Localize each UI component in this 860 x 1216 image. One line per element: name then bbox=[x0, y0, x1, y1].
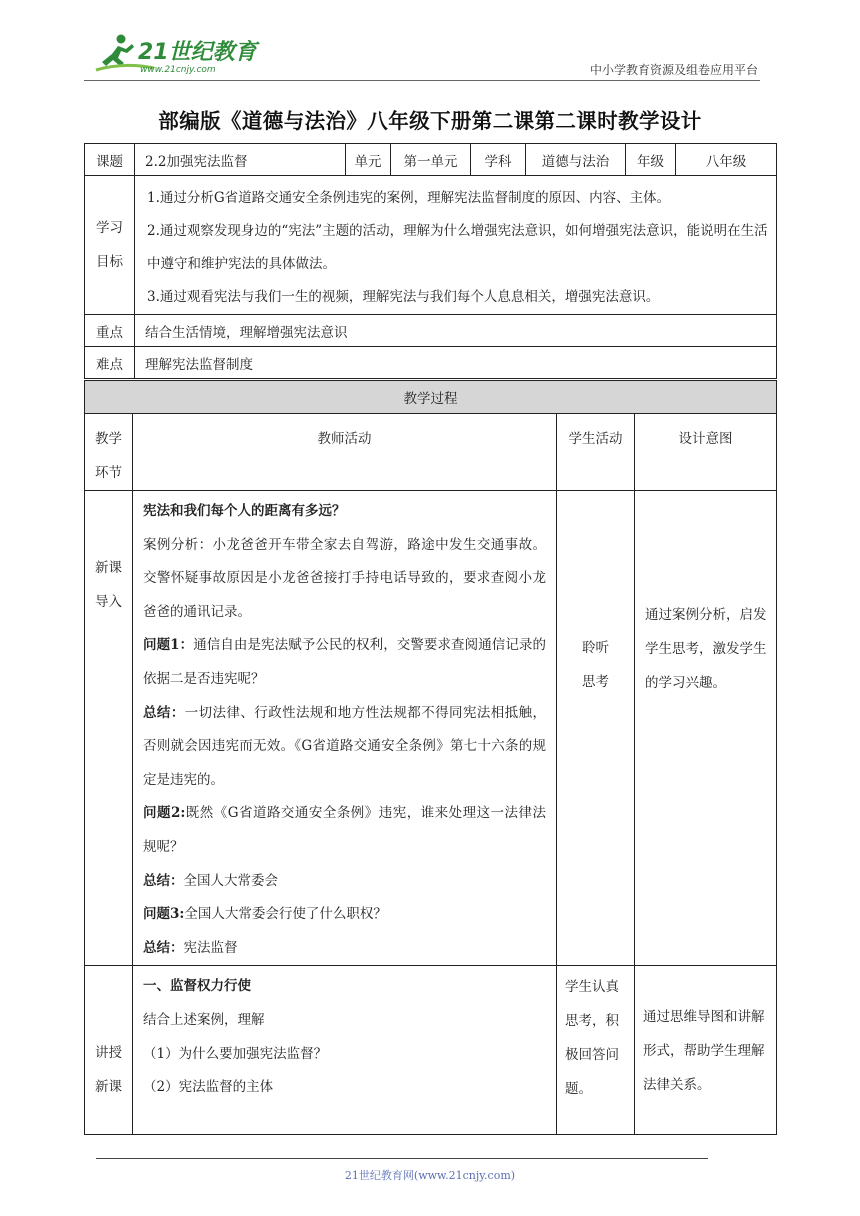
learning-goals bbox=[135, 176, 776, 314]
goals-label: 学习目标 bbox=[96, 220, 123, 270]
col-stage-header: 教学环节 bbox=[95, 431, 122, 481]
col-design-header: 设计意图 bbox=[635, 414, 777, 491]
runner-logo-icon bbox=[94, 32, 269, 76]
stage-lecture: 讲授新课 bbox=[95, 1045, 122, 1096]
lecture-teacher-activity bbox=[133, 966, 556, 1104]
lecture-design-intent: 通过思维导图和讲解形式，帮助学生理解法律关系。 bbox=[643, 1009, 765, 1094]
student-listen: 聆听 bbox=[582, 640, 609, 656]
site-logo[interactable] bbox=[94, 32, 269, 76]
difficulty-value: 理解宪法监督制度 bbox=[135, 347, 777, 379]
lecture-line: （1）为什么要加强宪法监督？ bbox=[143, 1045, 328, 1062]
intro-teacher-activity bbox=[133, 491, 556, 965]
platform-name: 中小学教育资源及组卷应用平台 bbox=[589, 63, 758, 77]
document-title: 部编版《道德与法治》八年级下册第二课第二课时教学设计 bbox=[158, 109, 702, 133]
goal-item: 3.通过观看宪法与我们一生的视频，理解宪法与我们每个人息息相关，增强宪法意识。 bbox=[147, 289, 660, 305]
col-student-header: 学生活动 bbox=[557, 414, 635, 491]
question-1: 问题1：通信自由是宪法赋予公民的权利，交警要求查阅通信记录的依据二是否违宪呢？ bbox=[143, 637, 546, 687]
summary-3: 总结：宪法监督 bbox=[143, 939, 238, 956]
summary-2: 总结：全国人大常委会 bbox=[143, 872, 278, 889]
question-2: 问题2:既然《G省道路交通安全条例》违宪，谁来处理这一法律法规呢？ bbox=[143, 805, 546, 855]
difficulty-label: 难点 bbox=[85, 347, 135, 379]
goal-item: 1.通过分析G省道路交通安全条例违宪的案例，理解宪法监督制度的原因、内容、主体。 bbox=[147, 190, 671, 206]
unit-label: 单元 bbox=[346, 144, 391, 176]
lecture-line: 结合上述案例，理解 bbox=[143, 1011, 265, 1028]
subject-label: 学科 bbox=[471, 144, 526, 176]
lecture-student-activity: 学生认真思考，积极回答问题。 bbox=[565, 979, 619, 1098]
case-analysis: 案例分析：小龙爸爸开车带全家去自驾游，路途中发生交通事故。交警怀疑事故原因是小龙爸爸接打手持电话导致的，要求查阅小龙爸爸的通讯记录。 bbox=[143, 536, 546, 620]
col-teacher-header: 教师活动 bbox=[133, 414, 557, 491]
topic-label: 课题 bbox=[85, 144, 135, 176]
intro-design-intent: 通过案例分析，启发学生思考，激发学生的学习兴趣。 bbox=[645, 607, 767, 691]
key-point-label: 重点 bbox=[85, 315, 135, 347]
question-3: 问题3:全国人大常委会行使了什么职权？ bbox=[143, 906, 387, 923]
unit-value: 第一单元 bbox=[391, 144, 471, 176]
intro-question-title: 宪法和我们每个人的距离有多远？ bbox=[143, 503, 346, 519]
lecture-section-title: 一、监督权力行使 bbox=[143, 978, 251, 995]
student-think: 思考 bbox=[582, 674, 609, 690]
process-heading: 教学过程 bbox=[85, 381, 777, 414]
footer-link[interactable]: 21世纪教育网(www.21cnjy.com) bbox=[344, 1169, 516, 1182]
intro-student-activity bbox=[557, 491, 634, 699]
stage-intro: 新课导入 bbox=[95, 560, 122, 610]
footer-divider bbox=[96, 1158, 708, 1159]
grade-label: 年级 bbox=[626, 144, 676, 176]
key-point-value: 结合生活情境，理解增强宪法意识 bbox=[135, 315, 777, 347]
grade-value: 八年级 bbox=[676, 144, 777, 176]
lecture-line: （2）宪法监督的主体 bbox=[143, 1079, 274, 1096]
topic-value: 2.2加强宪法监督 bbox=[135, 144, 346, 176]
header-divider bbox=[84, 80, 760, 81]
subject-value: 道德与法治 bbox=[526, 144, 626, 176]
logo-url: www.21cnjy.com bbox=[140, 65, 216, 75]
summary-1: 总结：一切法律、行政性法规和地方性法规都不得同宪法相抵触，否则就会因违宪而无效。《G省道路交通安全条例》第七十六条的规定是违宪的。 bbox=[143, 704, 547, 788]
page-header bbox=[84, 28, 760, 82]
goal-item: 2.通过观察发现身边的“宪法”主题的活动，理解为什么增强宪法意识，如何增强宪法意识，能说明在生活中遵守和维护宪法的具体做法。 bbox=[147, 223, 768, 272]
lesson-info-table bbox=[84, 143, 777, 379]
logo-wordmark: 21世纪教育 bbox=[138, 40, 257, 65]
teaching-process-table bbox=[84, 380, 777, 1135]
